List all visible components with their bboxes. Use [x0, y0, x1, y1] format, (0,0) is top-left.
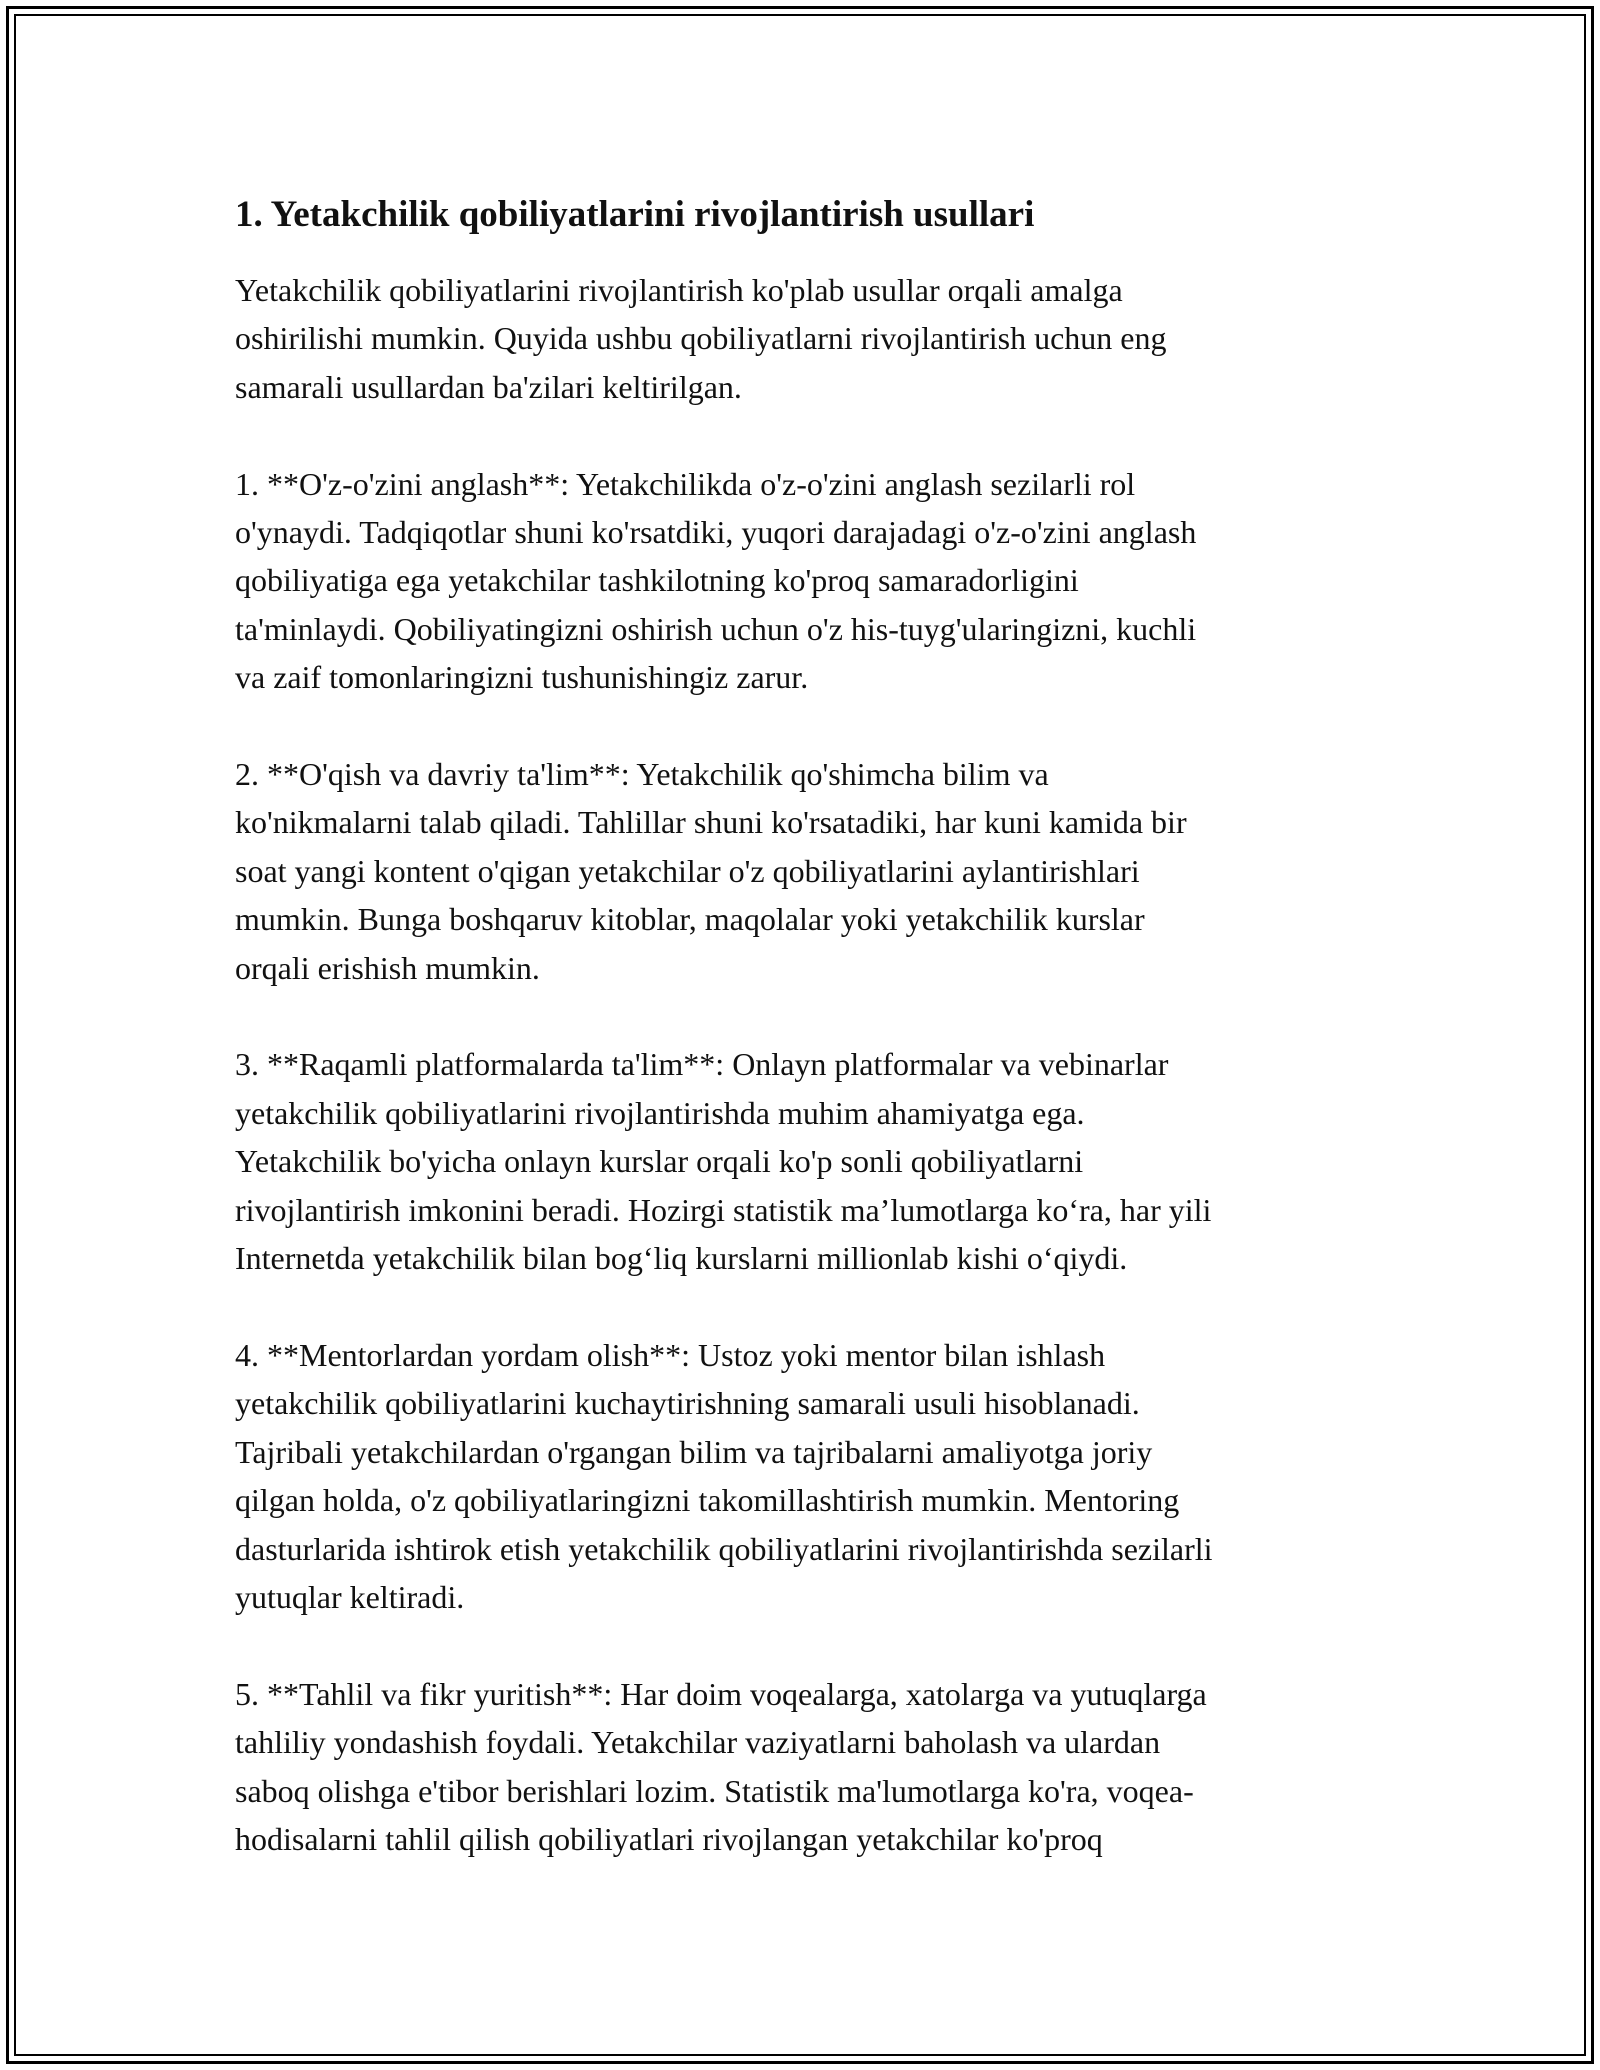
paragraph-reading-learning: 2. **O'qish va davriy ta'lim**: Yetakchilik qo'shimcha bilim va ko'nikmalarni talab qiladi. Tahlillar shuni ko'rsatadiki, har kuni kamida bir soat yangi kontent o'qigan yetakchilar o'z qobiliyatlarini aylantirishlari mumkin. Bunga boshqaruv kitoblar, maqolalar yoki yetakchilik kurslar orqali erishish mumkin. — [235, 756, 1187, 986]
document-page — [235, 186, 1375, 1912]
intro-paragraph: Yetakchilik qobiliyatlarini rivojlantirish ko'plab usullar orqali amalga oshirilishi mumkin. Quyida ushbu qobiliyatlarni rivojlantirish uchun eng samarali usullardan ba'zilari keltirilgan. — [235, 272, 1167, 405]
paragraph-self-awareness: 1. **O'z-o'zini anglash**: Yetakchilikda o'z-o'zini anglash sezilarli rol o'ynaydi. Tadqiqotlar shuni ko'rsatdiki, yuqori darajadagi o'z-o'zini anglash qobiliyatiga ega yetakchilar tashkilotning ko'proq samaradorligini ta'minlaydi. Qobiliyatingizni oshirish uchun o'z his-tuyg'ularingizni, kuchli va zaif tomonlaringizni tushunishingiz zarur. — [235, 465, 1197, 696]
paragraph-analysis: 5. **Tahlil va fikr yuritish**: Har doim voqealarga, xatolarga va yutuqlarga tahliliy yondashish foydali. Yetakchilar vaziyatlarni baholash va ulardan saboq olishga e'tibor berishlari lozim. Statistik ma'lumotlarga ko'ra, voqea- hodisalarni tahlil qilish qobiliyatlari rivojlangan yetakchilar ko'proq — [235, 1675, 1207, 1857]
paragraph-mentors: 4. **Mentorlardan yordam olish**: Ustoz yoki mentor bilan ishlash yetakchilik qobiliyatlarini kuchaytirishning samarali usuli hisoblanadi. Tajribali yetakchilardan o'rgangan bilim va tajribalarni amaliyotga joriy qilgan holda, o'z qobiliyatlaringizni takomillashtirish mumkin. Mentoring dasturlarida ishtirok etish yetakchilik qobiliyatlarini rivojlantirishda sezilarli yutuqlar keltiradi. — [235, 1336, 1213, 1615]
paragraph-digital-learning: 3. **Raqamli platformalarda ta'lim**: Onlayn platformalar va vebinarlar yetakchilik qobiliyatlarini rivojlantirishda muhim ahamiyatga ega. Yetakchilik bo'yicha onlayn kurslar orqali ko'p sonli qobiliyatlarni rivojlantirish imkonini beradi. Hozirgi statistik ma’lumotlarga ko‘ra, har yili Internetda yetakchilik bilan bog‘liq kurslarni millionlab kishi o‘qiydi. — [235, 1046, 1212, 1277]
document-title: 1. Yetakchilik qobiliyatlarini rivojlantirish usullari — [235, 194, 1035, 235]
